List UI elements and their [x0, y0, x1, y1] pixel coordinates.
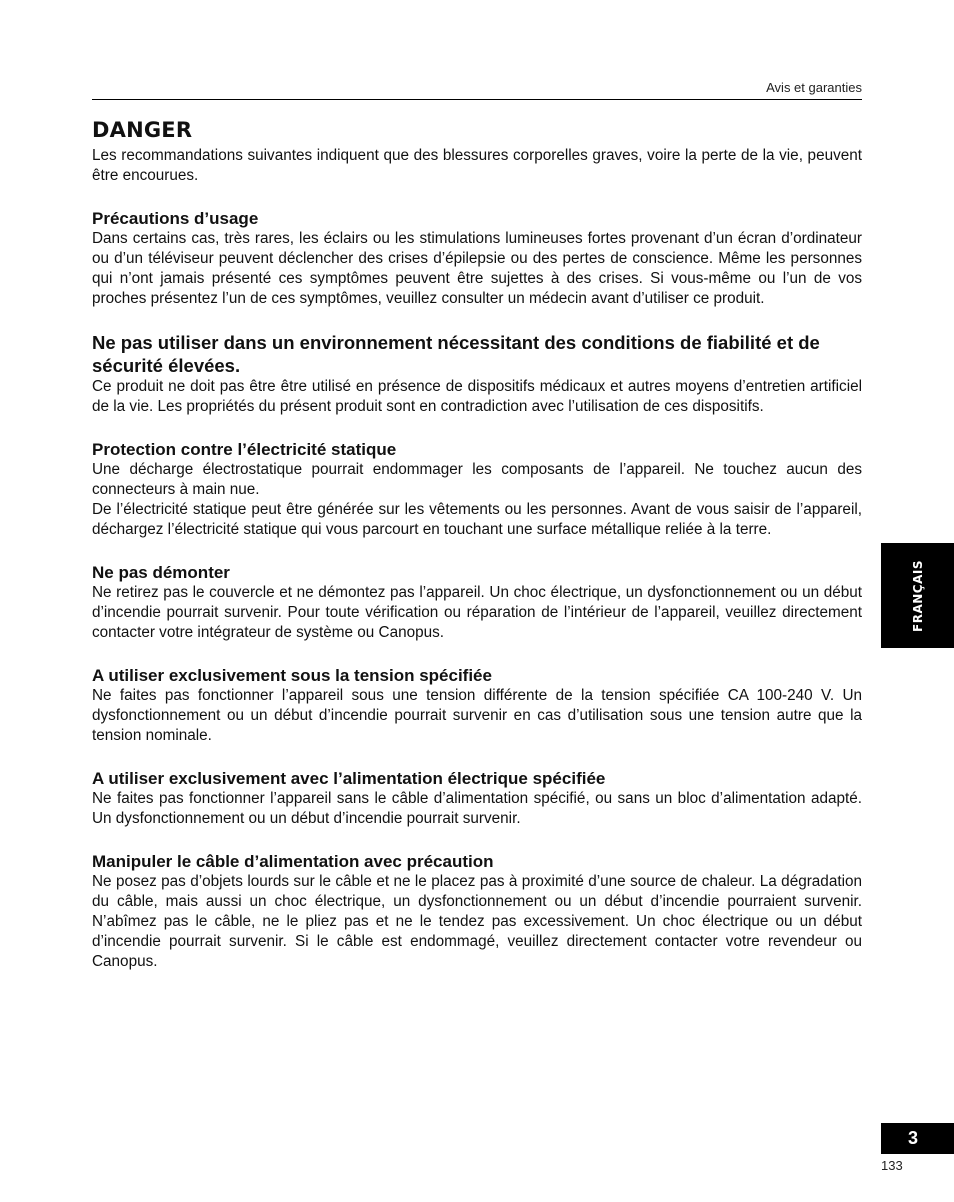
section-paragraph: Ne faites pas fonctionner l’appareil sans le câble d’alimentation spécifié, ou sans un bloc d’alimentation adapté. Un dysfonctionnement ou un début d’incendie pourrait survenir. [92, 790, 862, 827]
section-title: Ne pas utiliser dans un environnement nécessitant des conditions de fiabilité et de sécurité élevées. [92, 332, 820, 376]
section-title: Protection contre l’électricité statique [92, 440, 397, 459]
language-label: FRANÇAIS [910, 559, 925, 632]
section-paragraph: Ne posez pas d’objets lourds sur le câble et ne le placez pas à proximité d’une source de chaleur. La dégradation du câble, mais aussi un choc électrique, un dysfonctionnement ou un début d’incendie pourraient survenir. N’abîmez pas le câble, ne le pliez pas et ne le tendez pas excessivement. Un choc électrique ou un début d’incendie pourrait survenir. Si le câble est endommagé, veuillez directement contacter votre revendeur ou Canopus. [92, 873, 862, 970]
chapter-number: 3 [908, 1128, 919, 1148]
language-tab [881, 543, 954, 648]
section-precautions [92, 208, 862, 309]
section-title: Ne pas démonter [92, 563, 230, 582]
section-paragraph: Ne retirez pas le couvercle et ne démontez pas l’appareil. Un choc électrique, un dysfonctionnement ou un début d’incendie pourrait survenir. Pour toute vérification ou réparation de l’intérieur de l’appareil, veuillez directement contacter votre intégrateur de système ou Canopus. [92, 584, 862, 641]
section-paragraph: Ce produit ne doit pas être être utilisé en présence de dispositifs médicaux et autres moyens d’entretien artificiel de la vie. Les propriétés du présent produit sont en contradiction avec l’utilisation de ces dispositifs. [92, 378, 862, 415]
section-power-cable [92, 851, 862, 972]
danger-heading: DANGER [92, 118, 193, 142]
page-number: 133 [881, 1158, 903, 1173]
section-paragraph: Ne faites pas fonctionner l’appareil sous une tension différente de la tension spécifiée CA 100-240 V. Un dysfonctionnement ou un début d’incendie pourrait survenir en cas d’utilisation sous une tension autre que la tension nominale. [92, 687, 862, 744]
document-body [92, 118, 862, 972]
section-power-supply [92, 768, 862, 829]
section-paragraph: De l’électricité statique peut être générée sur les vêtements ou les personnes. Avant de vous saisir de l’appareil, déchargez l’électricité statique qui vous parcourt en touchant une surface métallique reliée à la terre. [92, 501, 862, 538]
danger-intro: Les recommandations suivantes indiquent que des blessures corporelles graves, voire la perte de la vie, peuvent être encourues. [92, 147, 862, 184]
section-reliability [92, 331, 862, 417]
section-title: Précautions d’usage [92, 209, 259, 228]
section-title: A utiliser exclusivement avec l’alimentation électrique spécifiée [92, 769, 606, 788]
section-title: Manipuler le câble d’alimentation avec précaution [92, 852, 494, 871]
header-divider [92, 99, 862, 100]
section-disassemble [92, 562, 862, 643]
running-header: Avis et garanties [766, 80, 862, 95]
chapter-tab [881, 1123, 954, 1154]
section-static [92, 439, 862, 540]
section-paragraph: Une décharge électrostatique pourrait endommager les composants de l’appareil. Ne touchez aucun des connecteurs à main nue. [92, 461, 862, 498]
section-title: A utiliser exclusivement sous la tension spécifiée [92, 666, 492, 685]
section-voltage [92, 665, 862, 746]
section-paragraph: Dans certains cas, très rares, les éclairs ou les stimulations lumineuses fortes provenant d’un écran d’ordinateur ou d’un téléviseur peuvent déclencher des crises d’épilepsie ou des pertes de conscience. Même les personnes qui n’ont jamais présenté ces symptômes peuvent être sujettes à des crises. Si vous-même ou l’un de vos proches présentez l’un de ces symptômes, veuillez consulter un médecin avant d’utiliser ce produit. [92, 230, 862, 307]
